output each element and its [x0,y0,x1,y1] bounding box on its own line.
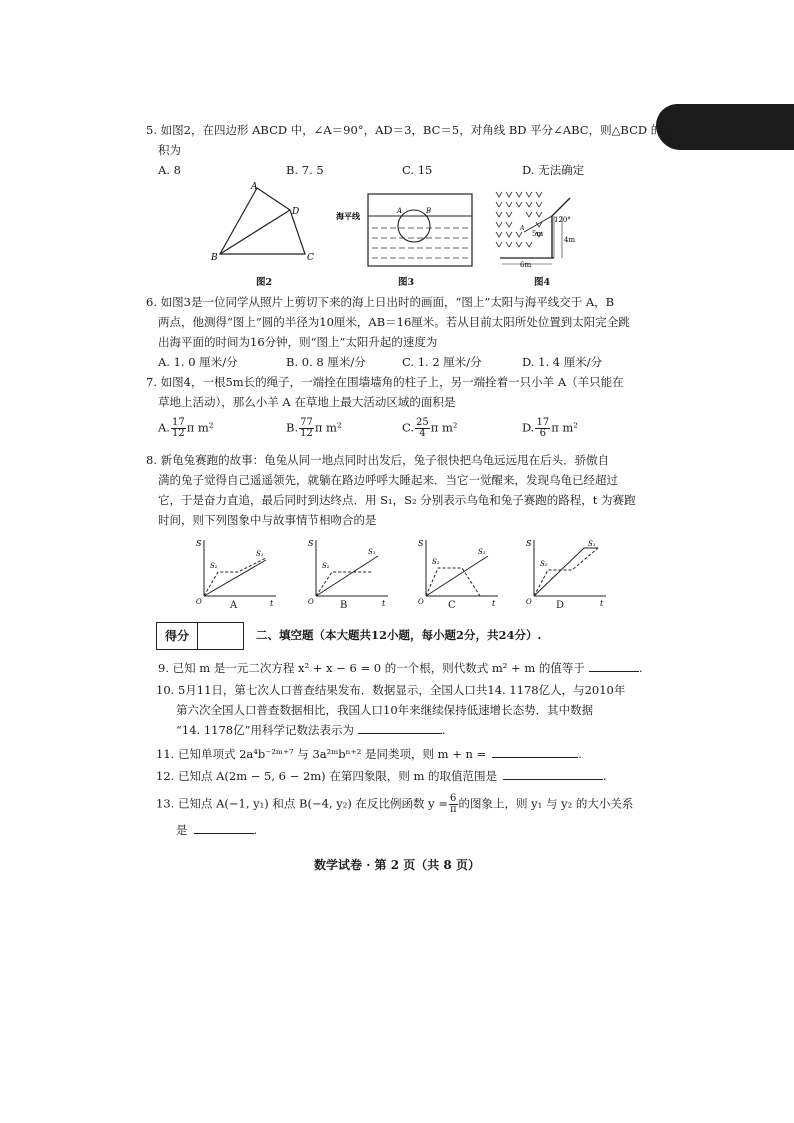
q10-line2: 第六次全国人口普查数据相比，我国人口10年来继续保持低速增长态势．其中数据 [176,703,594,717]
fig2-label-b: B [211,253,218,263]
q5-line2: 积为 [158,143,181,157]
svg-text:S₂: S₂ [540,560,548,568]
score-label: 得分 [157,623,198,649]
svg-text:O: O [418,598,424,606]
fig4-wall-length: 4m [564,236,576,244]
svg-text:S₁: S₁ [478,548,486,556]
svg-text:O: O [308,598,314,606]
svg-text:S: S [308,539,314,548]
svg-text:S₁: S₁ [368,548,376,556]
svg-text:O: O [526,598,532,606]
svg-text:S₁: S₁ [588,540,596,548]
q8-line3: 它，于是奋力直追，最后同时到达终点．用 S₁，S₂ 分别表示乌龟和兔子赛跑的路程，t 为赛跑 [158,493,636,507]
svg-text:S₂: S₂ [210,562,218,570]
q7-line2: 草地上活动），那么小羊 A 在草地上最大活动区域的面积是 [158,395,456,409]
fig2-label-c: C [307,253,314,263]
q8-graph-d-label: D [556,600,565,611]
svg-text:S₁: S₁ [256,550,264,558]
q8-line2: 满的兔子觉得自己遥遥领先，就躺在路边呼呼大睡起来．当它一觉醒来，发现乌龟已经超过 [158,473,618,487]
fig3-caption: 图3 [398,277,415,288]
fig4-bottom-length: 6m [520,261,532,269]
q5-option-c: C. 15 [402,163,433,177]
fig2-caption: 图2 [256,277,273,288]
q6-option-a: A. 1. 0 厘米/分 [158,355,238,369]
figure-2-quadrilateral [200,180,330,270]
q10-line3: “14. 1178亿”用科学记数法表示为 . [176,723,446,737]
q8-graph-c-label: C [448,600,456,611]
q8-graphs [190,534,610,614]
q8-graph-b-label: B [340,600,348,611]
q8-graph-b [308,539,388,608]
svg-text:S: S [526,539,532,548]
score-box [156,622,244,650]
q5-line1: 5. 如图2，在四边形 ABCD 中，∠A＝90°，AD＝3，BC＝5，对角线 BD 平分∠ABC，则△BCD 的面 [146,123,674,137]
question-12: 12. 已知点 A(2m − 5, 6 − 2m) 在第四象限，则 m 的取值范围是 . [156,769,607,783]
q6-line1: 6. 如图3是一位同学从照片上剪切下来的海上日出时的画面，“图上”太阳与海平线交于 A，B [146,295,615,309]
svg-text:O: O [196,598,202,606]
question-11: 11. 已知单项式 2a⁴b⁻²ᵐ⁺⁷ 与 3a²ᵐbⁿ⁺² 是同类项，则 m + n = . [156,747,582,761]
page-corner-shadow [656,104,794,150]
q5-option-a: A. 8 [158,163,181,177]
figure-3-sunrise [336,190,476,270]
q6-line2: 两点，他测得“图上”圆的半径为10厘米，AB＝16厘米。若从目前太阳所处位置到太阳完全跳 [158,315,630,329]
svg-text:S: S [196,539,202,548]
fig4-rope-length: 5m [532,230,544,238]
section2-title: 二、填空题（本大题共12小题，每小题2分，共24分）. [256,628,542,642]
fig4-caption: 图4 [534,277,551,288]
svg-text:t: t [492,599,496,608]
q8-line1: 8. 新龟兔赛跑的故事：龟兔从同一地点同时出发后，兔子很快把乌龟远远甩在后头．骄傲自 [146,453,610,467]
svg-text:S₂: S₂ [432,558,440,566]
fig3-label-b: B [426,207,432,215]
q7-option-a: A. $\frac{17}{12}$ π m² [158,417,214,439]
question-9: 9. 已知 m 是一元二次方程 x² + x − 6 = 0 的一个根，则代数式 m² + m 的值等于 . [158,661,643,675]
fig3-label-a: A [397,207,403,215]
q8-graph-a-label: A [230,600,238,611]
q6-option-b: B. 0. 8 厘米/分 [286,355,366,369]
q5-option-b: B. 7. 5 [286,163,324,177]
q5-option-d: D. 无法确定 [522,163,585,177]
svg-text:t: t [600,599,604,608]
page-footer: 数学试卷 · 第 2 页（共 8 页） [314,858,480,872]
fig4-angle: 120° [554,216,571,224]
q6-line3: 出海平面的时间为16分钟，则“图上”太阳升起的速度为 [158,335,438,349]
fig3-sea-label: 海平线 [336,211,360,221]
q8-graph-d [526,539,606,608]
q7-option-c: C. $\frac{25}{4}$ π m² [402,417,458,439]
q8-graph-c [418,539,498,608]
fig2-label-a: A [251,182,258,192]
fig4-point-a: A [520,225,525,232]
q7-option-d: D. $\frac{17}{6}$ π m² [522,417,578,439]
q10-line1: 10. 5月11日，第七次人口普查结果发布．数据显示，全国人口共14. 1178亿人，与2010年 [156,683,626,697]
figure-4-sheep-rope [490,186,590,276]
svg-text:S: S [418,539,424,548]
q7-line1: 7. 如图4，一根5m长的绳子，一端拴在围墙墙角的柱子上，另一端拴着一只小羊 A（羊只能在 [146,375,624,389]
svg-text:S₂: S₂ [322,562,330,570]
q6-option-d: D. 1. 4 厘米/分 [522,355,603,369]
question-13-line2: 是 . [176,823,258,837]
fig2-label-d: D [292,207,300,217]
q6-option-c: C. 1. 2 厘米/分 [402,355,482,369]
question-13-line1: 13. 已知点 A(−1, y₁) 和点 B(−4, y₂) 在反比例函数 y = $\frac{6}{\pi}$ 的图象上，则 y₁ 与 y₂ 的大小关系 [156,793,634,815]
q8-line4: 时间，则下列图象中与故事情节相吻合的是 [158,513,377,527]
svg-text:t: t [382,599,386,608]
svg-text:t: t [270,599,274,608]
q7-option-b: B. $\frac{77}{12}$ π m² [286,417,342,439]
